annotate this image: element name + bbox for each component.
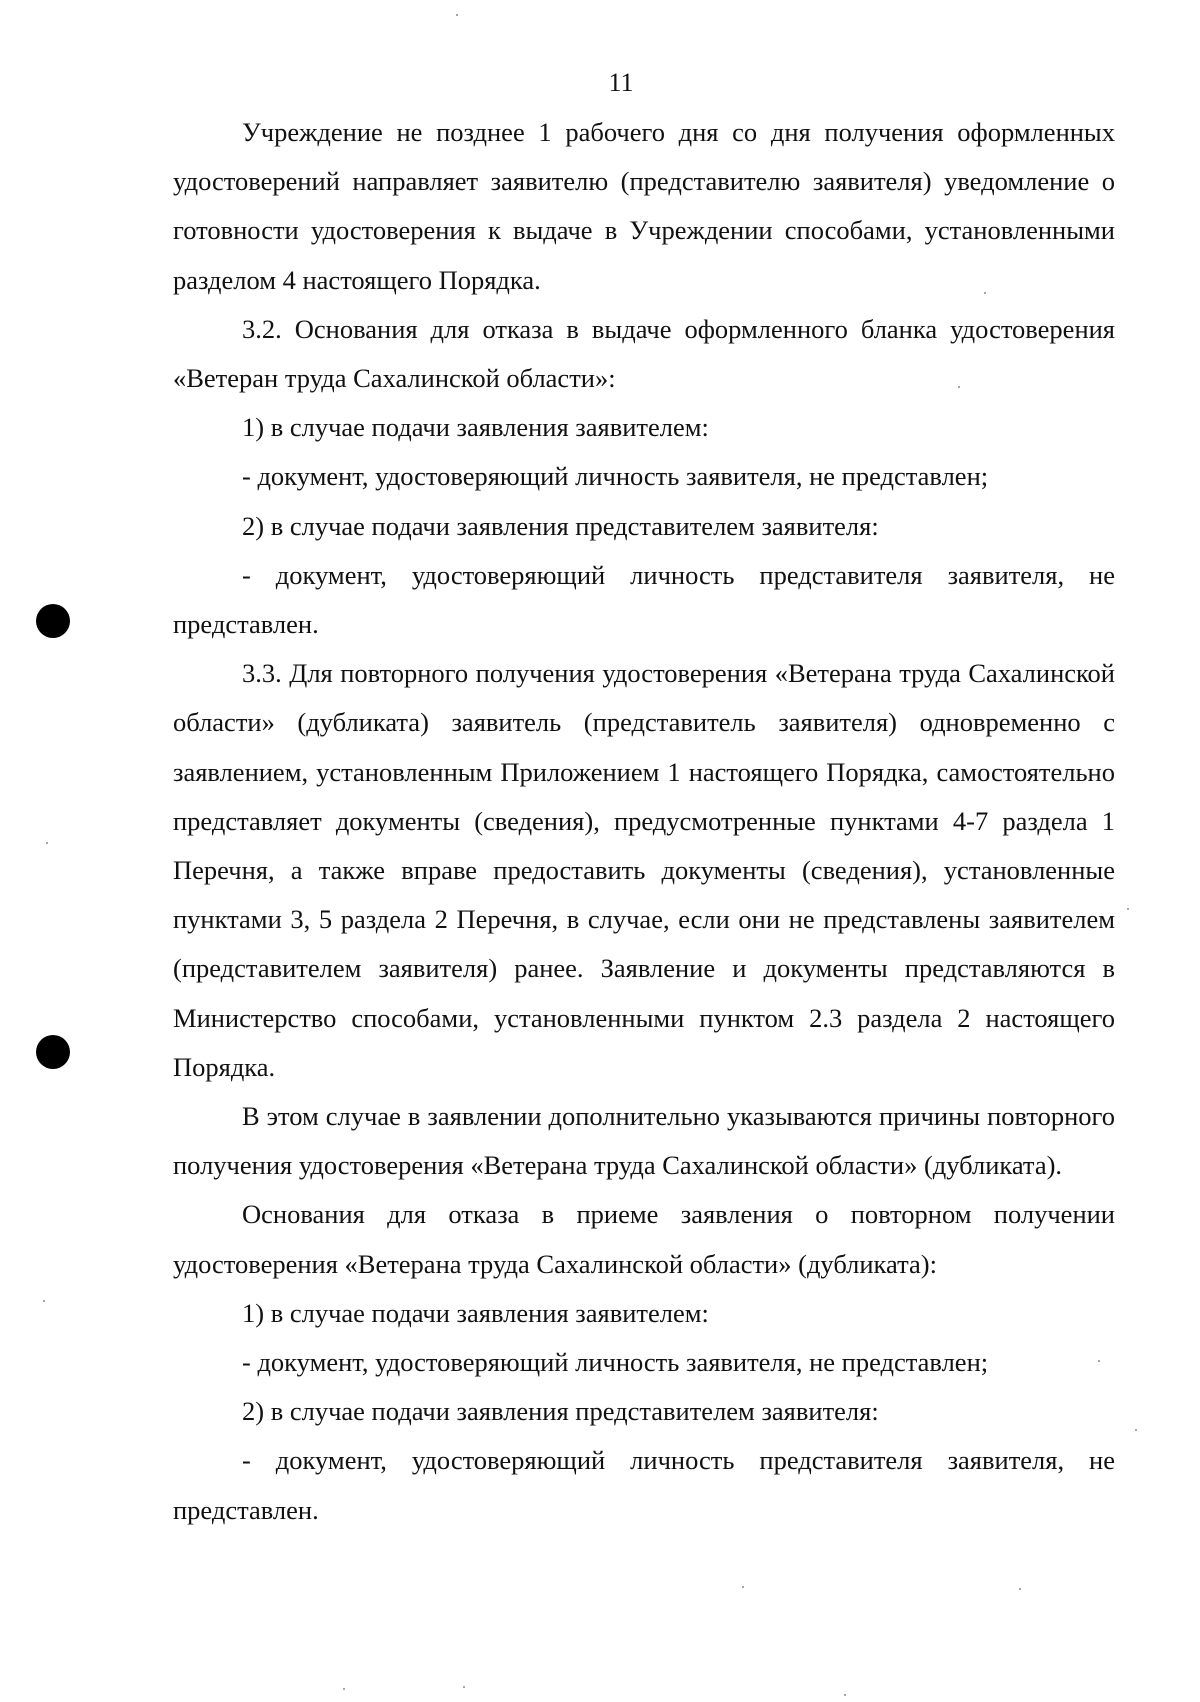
scan-speck xyxy=(1019,1588,1021,1590)
scan-speck xyxy=(742,1586,744,1588)
paragraph-case-representative: 2) в случае подачи заявления представителем заявителя: xyxy=(242,510,879,541)
scan-speck xyxy=(1135,1429,1137,1431)
scan-speck xyxy=(43,1300,45,1302)
paragraph-refusal-grounds: Основания для отказа в приеме заявления о повторном получении удостоверения «Ветерана труда Сахалинской области» (дубликата): xyxy=(173,1199,1115,1279)
scan-speck xyxy=(456,14,458,16)
paragraph-3-3-duplicate: 3.3. Для повторного получения удостоверения «Ветерана труда Сахалинской области» (дубликата) заявитель (представитель заявителя) одновременно с заявлением, установленным Приложением 1 настоящего Порядка, самостоятельно представляет документы (сведения), предусмотренные пунктами 4-7 раздела 1 Перечня, а также вправе предоставить документы (сведения), установленные пунктами 3, 5 раздела 2 Перечня, в случае, если они не представлены заявителем (представителем заявителя) ранее. Заявление и документы представляются в Министерство способами, установленными пунктом 2.3 раздела 2 настоящего Порядка. xyxy=(173,658,1115,1082)
paragraph-case-representative-2: 2) в случае подачи заявления представителем заявителя: xyxy=(242,1396,879,1427)
paragraph-representative-id-missing-2: - документ, удостоверяющий личность представителя заявителя, не представлен. xyxy=(173,1445,1115,1525)
paragraph-applicant-id-missing: - документ, удостоверяющий личность заявителя, не представлен; xyxy=(242,461,989,492)
paragraph-duplicate-reasons: В этом случае в заявлении дополнительно указываются причины повторного получения удостоверения «Ветерана труда Сахалинской области» (дубликата). xyxy=(173,1101,1115,1181)
document-body xyxy=(173,108,1115,1535)
paragraph-applicant-id-missing-2: - документ, удостоверяющий личность заявителя, не представлен; xyxy=(242,1347,989,1378)
scan-speck xyxy=(958,386,960,388)
scan-speck xyxy=(343,1688,345,1690)
paragraph-case-applicant-2: 1) в случае подачи заявления заявителем: xyxy=(242,1297,709,1328)
scan-speck xyxy=(1098,1360,1100,1362)
scan-speck xyxy=(1127,908,1129,910)
paragraph-case-applicant: 1) в случае подачи заявления заявителем: xyxy=(242,412,709,443)
punch-hole-top xyxy=(36,604,70,638)
scan-speck xyxy=(46,842,48,844)
page-number: 11 xyxy=(608,68,634,97)
scan-speck xyxy=(984,292,986,294)
scan-speck xyxy=(844,1694,846,1696)
punch-hole-bottom xyxy=(36,1035,70,1069)
paragraph-representative-id-missing: - документ, удостоверяющий личность представителя заявителя, не представлен. xyxy=(173,559,1115,640)
scan-speck xyxy=(463,1686,465,1688)
paragraph-notification: Учреждение не позднее 1 рабочего дня со дня получения оформленных удостоверений направляет заявителю (представителю заявителя) уведомление о готовности удостоверения к выдаче в Учреждении способами, установленными разделом 4 настоящего Порядка. xyxy=(173,117,1115,295)
paragraph-3-2-heading: 3.2. Основания для отказа в выдаче оформленного бланка удостоверения «Ветеран труда Сахалинской области»: xyxy=(173,313,1115,394)
